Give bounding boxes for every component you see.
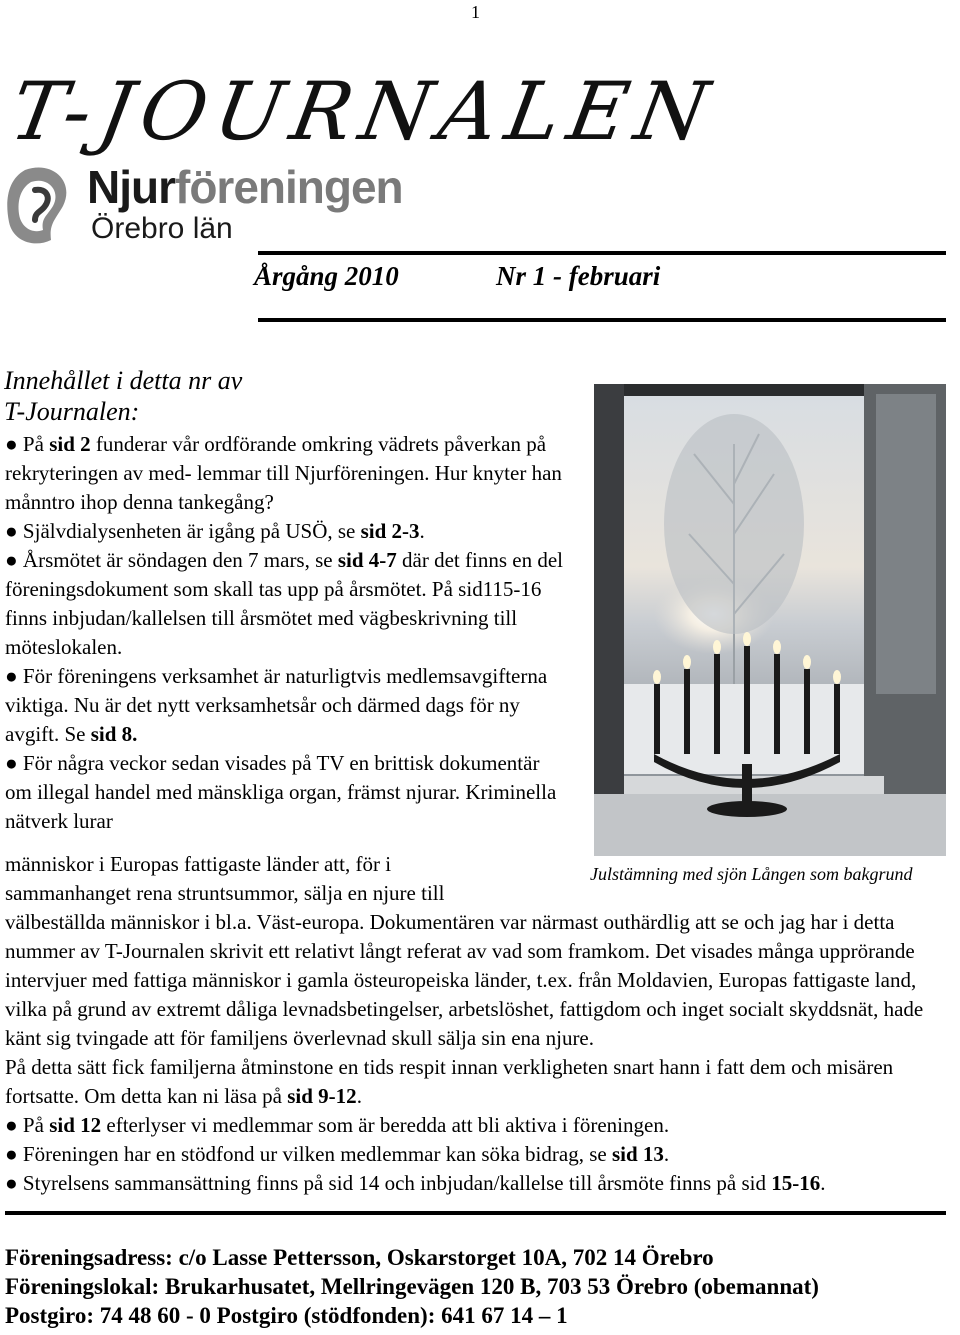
body-paragraph: ● På sid 12 efterlyser vi medlemmar som är beredda att bli aktiva i föreningen. — [5, 1113, 670, 1137]
wrapped-paragraph — [5, 850, 585, 908]
toc-item: ● Årsmötet är söndagen den 7 mars, se sid 4-7 där det finns en del föreningsdokument som skall tas upp på årsmötet. På sid115-16 finns inbjudan/kallelsen till årsmötet med vägbeskrivning till möteslokalen. — [5, 548, 563, 659]
issue-number: Nr 1 - februari — [496, 261, 661, 291]
candle-window-photo — [594, 384, 946, 856]
toc-item: ● Självdialysenheten är igång på USÖ, se sid 2-3. — [5, 519, 425, 543]
header-rule-bottom — [258, 318, 946, 322]
toc-heading — [4, 365, 242, 427]
logo-name-light: föreningen — [175, 161, 403, 213]
kidney-icon — [5, 162, 77, 252]
text-line: människor i Europas fattigaste länder att, för i — [5, 852, 392, 876]
body-paragraph: ● Föreningen har en stödfond ur vilken medlemmar kan söka bidrag, se sid 13. — [5, 1142, 670, 1166]
header-rule-top — [258, 251, 946, 255]
toc-heading-line2: T-Journalen: — [4, 397, 140, 426]
toc-item: ● För föreningens verksamhet är naturligtvis medlemsavgifterna viktiga. Nu är det nytt verksamhetsår och därmed dags för ny avgift. Se sid 8. — [5, 664, 548, 746]
page-number: 1 — [471, 2, 480, 22]
masthead-title: T-JOURNALEN — [3, 65, 724, 158]
body-paragraph: ● Styrelsens sammansättning finns på sid 14 och inbjudan/kallelse till årsmöte finns på sid 15-16. — [5, 1171, 826, 1195]
text-line: sammanhanget rena struntsummor, sälja en njure till — [5, 881, 445, 905]
footer-giro: Postgiro: 74 48 60 - 0 Postgiro (stödfonden): 641 67 14 – 1 — [5, 1303, 568, 1328]
njurforeningen-logo — [5, 160, 465, 255]
footer-info — [5, 1243, 819, 1330]
body-text — [5, 908, 955, 1198]
photo-caption: Julstämning med sjön Lången som bakgrund — [590, 864, 913, 884]
toc-list — [5, 430, 565, 836]
footer-venue: Föreningslokal: Brukarhusatet, Mellringevägen 120 B, 703 53 Örebro (obemannat) — [5, 1274, 819, 1299]
issue-year: Årgång 2010 — [254, 261, 399, 291]
toc-item: ● För några veckor sedan visades på TV en brittisk dokumentär om illegal handel med mänskliga organ, främst njurar. Kriminella nätverk lurar — [5, 751, 557, 833]
footer-rule — [5, 1211, 946, 1215]
logo-wordmark — [87, 160, 403, 214]
footer-address: Föreningsadress: c/o Lasse Pettersson, Oskarstorget 10A, 702 14 Örebro — [5, 1245, 714, 1270]
toc-item: ● På sid 2 funderar vår ordförande omkring vädrets påverkan på rekryteringen av med- lemmar till Njurföreningen. Hur knyter han månntro ihop denna tankegång? — [5, 432, 562, 514]
body-paragraph: På detta sätt fick familjerna åtminstone en tids respit innan verkligheten snart hann i fatt dem och misären fortsatte. Om detta kan ni läsa på sid 9-12. — [5, 1055, 894, 1108]
logo-region: Örebro län — [91, 212, 233, 245]
toc-heading-line1: Innehållet i detta nr av — [4, 366, 243, 395]
body-paragraph: välbeställda människor i bl.a. Väst-europa. Dokumentären var närmast outhärdlig att se och jag har i detta nummer av T-Journalen skrivit ett relativt långt referat av vad som framkom. Det visades många upprörande intervjuer med fattiga människor i gamla östeuropeiska länder, t.ex. från Moldavien, Europas fattigaste land, vilka på grund av extremt dåliga levnadsbetingelser, arbetslöshet, fattigdom och inget socialt skyddsnät, hade känt sig tvingade att för familjens överlevnad skull sälja sin ena njure. — [5, 910, 924, 1050]
logo-name-dark: Njur — [87, 161, 175, 213]
